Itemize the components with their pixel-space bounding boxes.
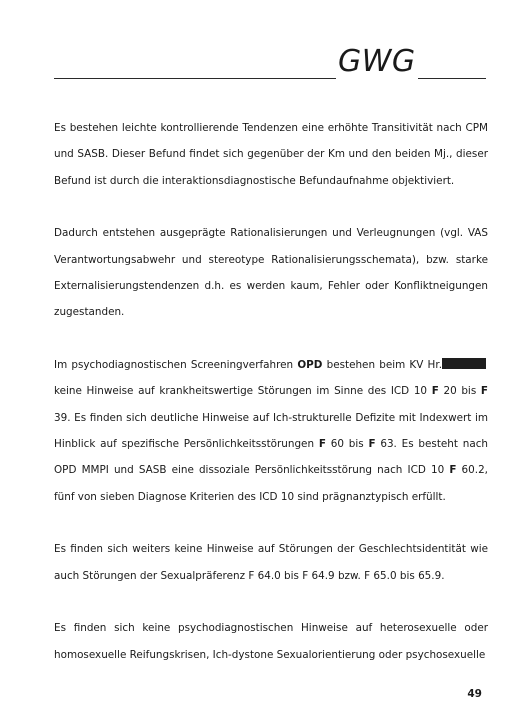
paragraph-sexual-orientation: Es finden sich keine psychodiagnostischen Hinweise auf heterosexuelle oder homosexuelle Reifungskrisen, Ich-dystone Sexualorientierung oder psychosexuelle: [54, 622, 488, 661]
gwg-logo: GWG: [338, 44, 416, 79]
paragraph-gender-identity: Es finden sich weiters keine Hinweise auf Störungen der Geschlechtsidentität wie auch Störungen der Sexualpräferenz F 64.0 bis F 64.9 bzw. F 65.0 bis 65.9.: [54, 543, 488, 582]
header-rule: [54, 78, 486, 79]
opd-term: OPD: [297, 358, 323, 371]
paragraph-transitivity: Es bestehen leichte kontrollierende Tendenzen eine erhöhte Transitivität nach CPM und SASB. Dieser Befund findet sich gegenüber der Km und den beiden Mj., dieser Befund ist durch die interaktionsdiagnostische Befundaufnahme objektiviert.: [54, 122, 488, 187]
page-number: 49: [467, 688, 482, 700]
redaction-bar: [442, 358, 486, 369]
document-body: [54, 115, 488, 694]
paragraph-rationalization: Dadurch entstehen ausgeprägte Rationalisierungen und Verleugnungen (vgl. VAS Verantwortungsabwehr und stereotype Rationalisierungsschemata), bzw. starke Externalisierungstendenzen d.h. es werden kaum, Fehler oder Konfliktneigungen zugestanden.: [54, 227, 488, 319]
paragraph-opd-screening: Im psychodiagnostischen Screeningverfahren OPD bestehen beim KV Hr. keine Hinweise auf krankheitswertige Störungen im Sinne des ICD 10 F 20 bis F 39. Es finden sich deutliche Hinweise auf Ich-strukturelle Defizite mit Indexwert im Hinblick auf spezifische Persönlichkeitsstörungen F 60 bis F 63. Es besteht nach OPD MMPI und SASB eine dissoziale Persönlichkeitsstörung nach ICD 10 F 60.2, fünf von sieben Diagnose Kriterien des ICD 10 sind prägnanztypisch erfüllt.: [54, 358, 489, 503]
page-header: [54, 42, 490, 82]
